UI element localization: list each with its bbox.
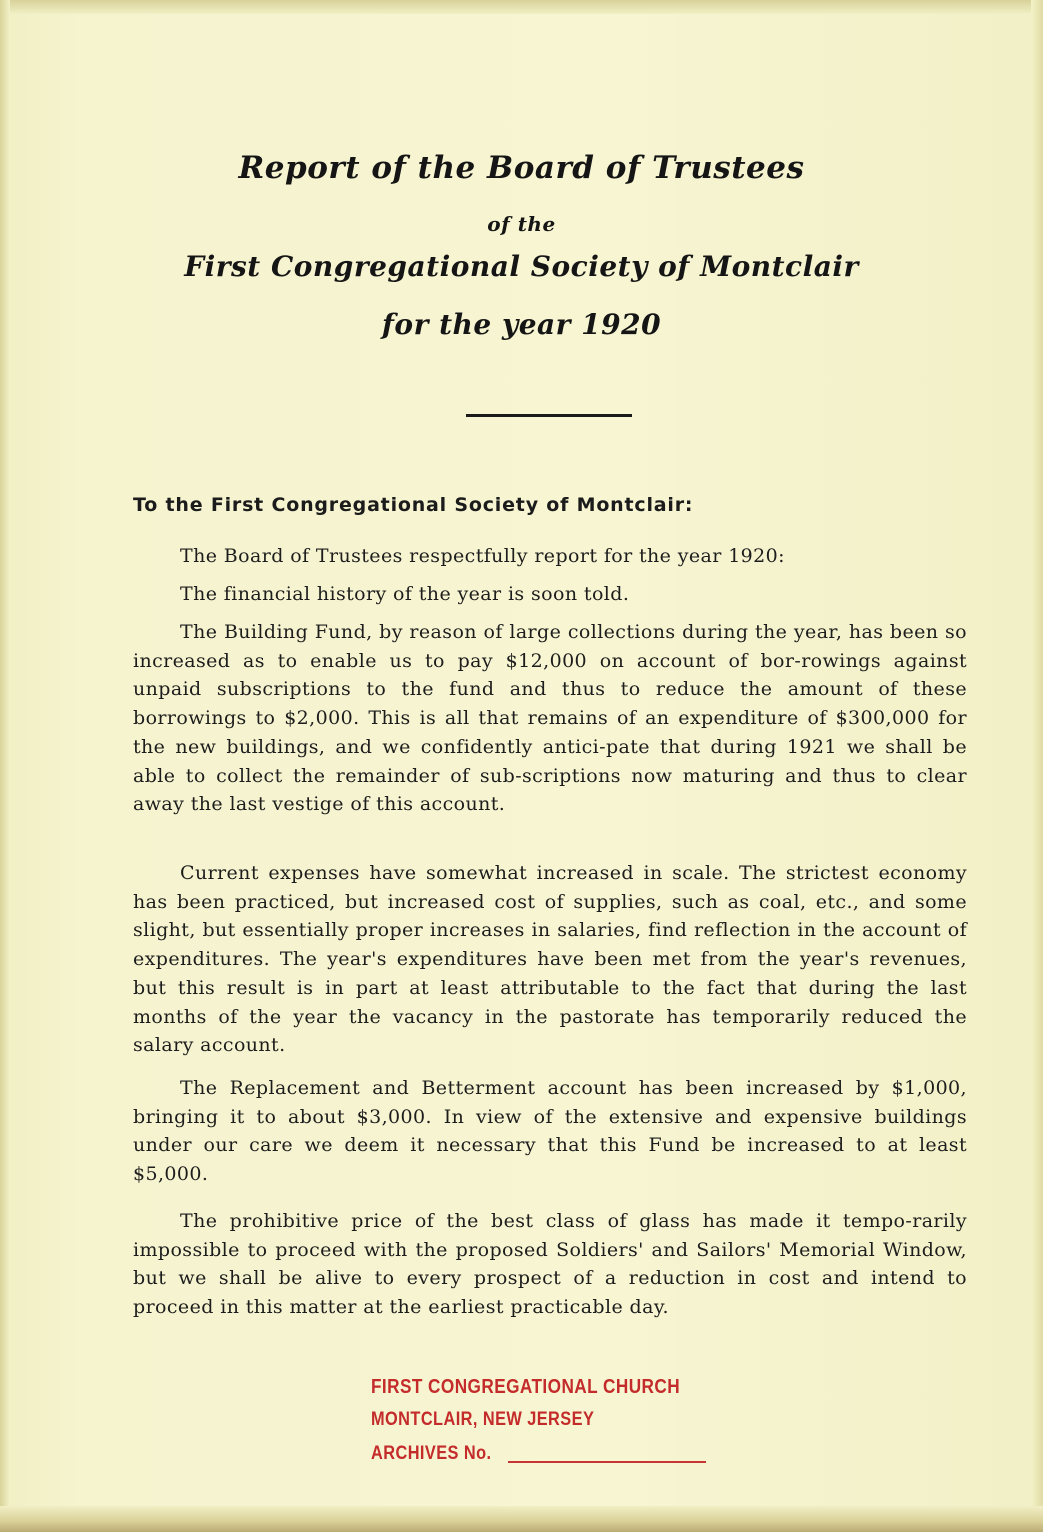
archive-stamp-church: FIRST CONGREGATIONAL CHURCH: [371, 1376, 681, 1398]
paragraph-building-fund: The Building Fund, by reason of large collections during the year, has been so increased as to enable us to pay $12,000 on account of bor-rowings against unpaid subscriptions to the fund and thus to reduce the amount of these borrowings to $2,000. This is all that remains of an expenditure of $300,000 for the new buildings, and we confidently antici-pate that during 1921 we shall be able to collect the remainder of sub-scriptions now maturing and thus to clear away the last vestige of this account.: [133, 621, 967, 816]
paragraph-memorial-window: The prohibitive price of the best class of glass has made it tempo-rarily impossible to proceed with the proposed Soldiers' and Sailors' Memorial Window, but we shall be alive to every prospect of a reduction in cost and intend to proceed in this matter at the earliest practicable day.: [133, 1210, 967, 1319]
archive-stamp-number-label: ARCHIVES No.: [371, 1443, 492, 1464]
paragraph-current-expenses: Current expenses have somewhat increased in scale. The strictest economy has been practiced, but increased cost of supplies, such as coal, etc., and some slight, but essentially proper increases in salaries, find reflection in the account of expenditures. The year's expenditures have been met from the year's revenues, but this result is in part at least attributable to the fact that during the last months of the year the vacancy in the pastorate has temporarily reduced the salary account.: [133, 862, 967, 1057]
archive-stamp-location: MONTCLAIR, NEW JERSEY: [371, 1409, 595, 1430]
report-title: Report of the Board of Trustees: [238, 150, 805, 186]
society-name: First Congregational Society of Montclair: [184, 250, 859, 283]
salutation: To the First Congregational Society of Montclair:: [133, 494, 694, 516]
paragraph-intro: The Board of Trustees respectfully report for the year 1920:: [180, 545, 785, 567]
title-divider: [466, 414, 632, 417]
report-year: for the year 1920: [381, 308, 662, 341]
paragraph-financial-history: The financial history of the year is soon told.: [180, 583, 630, 605]
paper-edge-bottom: [0, 1506, 1043, 1532]
paper-edge-top: [0, 0, 1043, 14]
title-connector: of the: [487, 212, 556, 236]
archive-number-blank: [508, 1461, 706, 1463]
paragraph-replacement-account: The Replacement and Betterment account has been increased by $1,000, bringing it to about $3,000. In view of the extensive and expensive buildings under our care we deem it necessary that this Fund be increased to at least $5,000.: [133, 1077, 967, 1186]
